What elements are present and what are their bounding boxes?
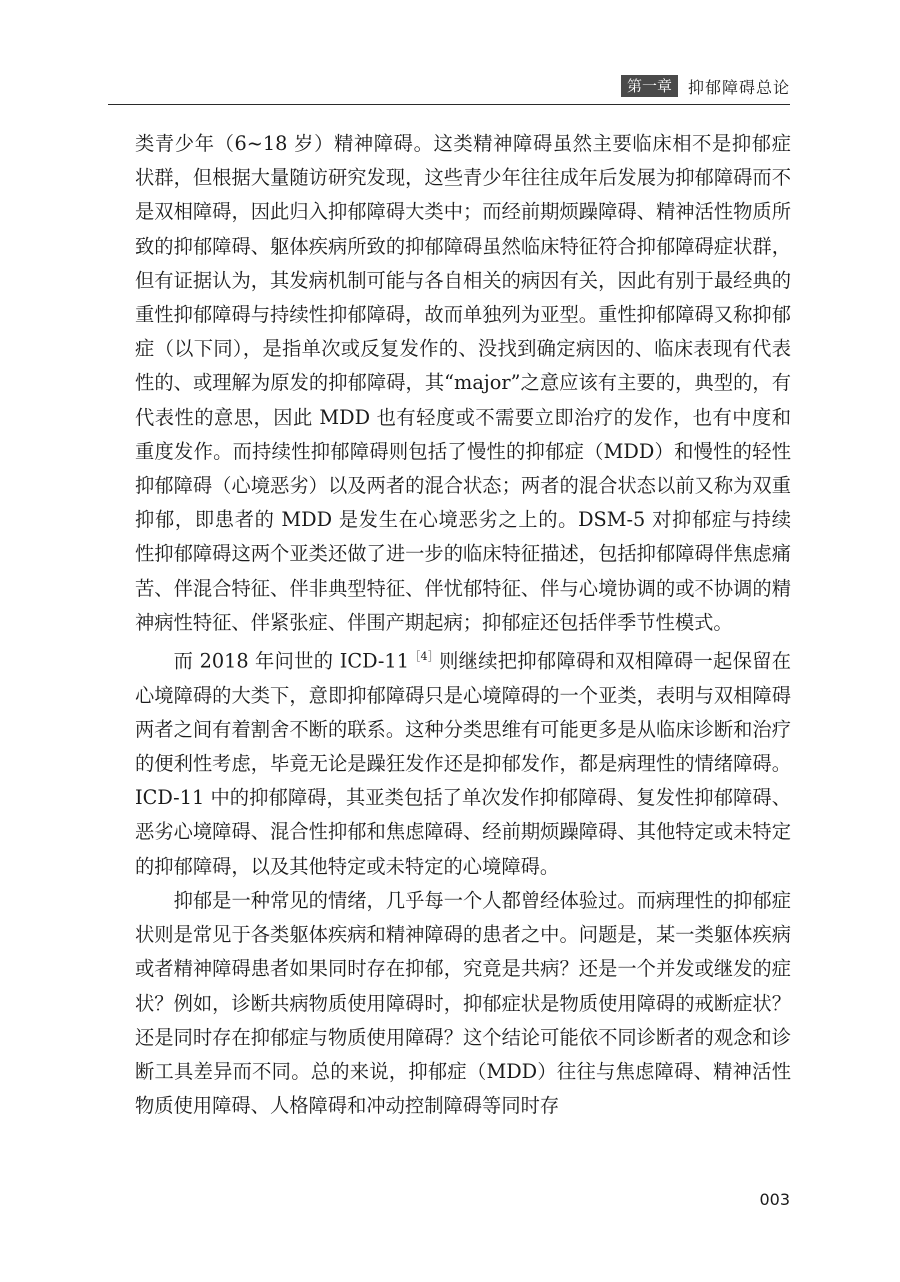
chapter-title: 抑郁障碍总论 bbox=[687, 77, 790, 97]
paragraph-3: 抑郁是一种常见的情绪，几乎每一个人都曾经体验过。而病理性的抑郁症状则是常见于各类躯体疾病和精神障碍的患者之中。问题是，某一类躯体疾病或者精神障碍患者如果同时存在抑郁，究竟是共病？还是一个并发或继发的症状？例如，诊断共病物质使用障碍时，抑郁症状是物质使用障碍的戒断症状？还是同时存在抑郁症与物质使用障碍？这个结论可能依不同诊断者的观念和诊断工具差异而不同。总的来说，抑郁症（MDD）往往与焦虑障碍、精神活性物质使用障碍、人格障碍和冲动控制障碍等同时存 bbox=[135, 888, 791, 1118]
paragraph-2-rest: 则继续把抑郁障碍和双相障碍一起保留在心境障碍的大类下，意即抑郁障碍只是心境障碍的一个亚类，表明与双相障碍两者之间有着割舍不断的联系。这种分类思维有可能更多是从临床诊断和治疗的便利性考虑，毕竟无论是躁狂发作还是抑郁发作，都是病理性的情绪障碍。ICD-11 中的抑郁障碍，其亚类包括了单次发作抑郁障碍、复发性抑郁障碍、恶劣心境障碍、混合性抑郁和焦虑障碍、经前期烦躁障碍、其他特定或未特定的抑郁障碍，以及其他特定或未特定的心境障碍。 bbox=[135, 649, 791, 878]
header-rule bbox=[108, 104, 790, 105]
paragraph-1: 类青少年（6~18 岁）精神障碍。这类精神障碍虽然主要临床相不是抑郁症状群，但根据大量随访研究发现，这些青少年往往成年后发展为抑郁障碍而不是双相障碍，因此归入抑郁障碍大类中；而经前期烦躁障碍、精神活性物质所致的抑郁障碍、躯体疾病所致的抑郁障碍虽然临床特征符合抑郁障碍症状群，但有证据认为，其发病机制可能与各自相关的病因有关，因此有别于最经典的重性抑郁障碍与持续性抑郁障碍，故而单独列为亚型。重性抑郁障碍又称抑郁症（以下同），是指单次或反复发作的、没找到确定病因的、临床表现有代表性的、或理解为原发的抑郁障碍，其“major”之意应该有主要的，典型的，有代表性的意思，因此 MDD 也有轻度或不需要立即治疗的发作，也有中度和重度发作。而持续性抑郁障碍则包括了慢性的抑郁症（MDD）和慢性的轻性抑郁障碍（心境恶劣）以及两者的混合状态；两者的混合状态以前又称为双重抑郁，即患者的 MDD 是发生在心境恶劣之上的。DSM-5 对抑郁症与持续性抑郁障碍这两个亚类还做了进一步的临床特征描述，包括抑郁障碍伴焦虑痛苦、伴混合特征、伴非典型特征、伴忧郁特征、伴与心境协调的或不协调的精神病性特征、伴紧张症、伴围产期起病；抑郁症还包括伴季节性模式。 bbox=[135, 132, 791, 634]
citation-ref: ［4］ bbox=[408, 650, 440, 664]
page-number: 003 bbox=[759, 1190, 790, 1209]
paragraph-2-start: 而 2018 年问世的 ICD-11 bbox=[173, 649, 409, 673]
paragraph-2 bbox=[135, 640, 791, 884]
chapter-badge: 第一章 bbox=[621, 75, 678, 97]
body-text bbox=[135, 127, 791, 1123]
running-header bbox=[621, 74, 790, 98]
